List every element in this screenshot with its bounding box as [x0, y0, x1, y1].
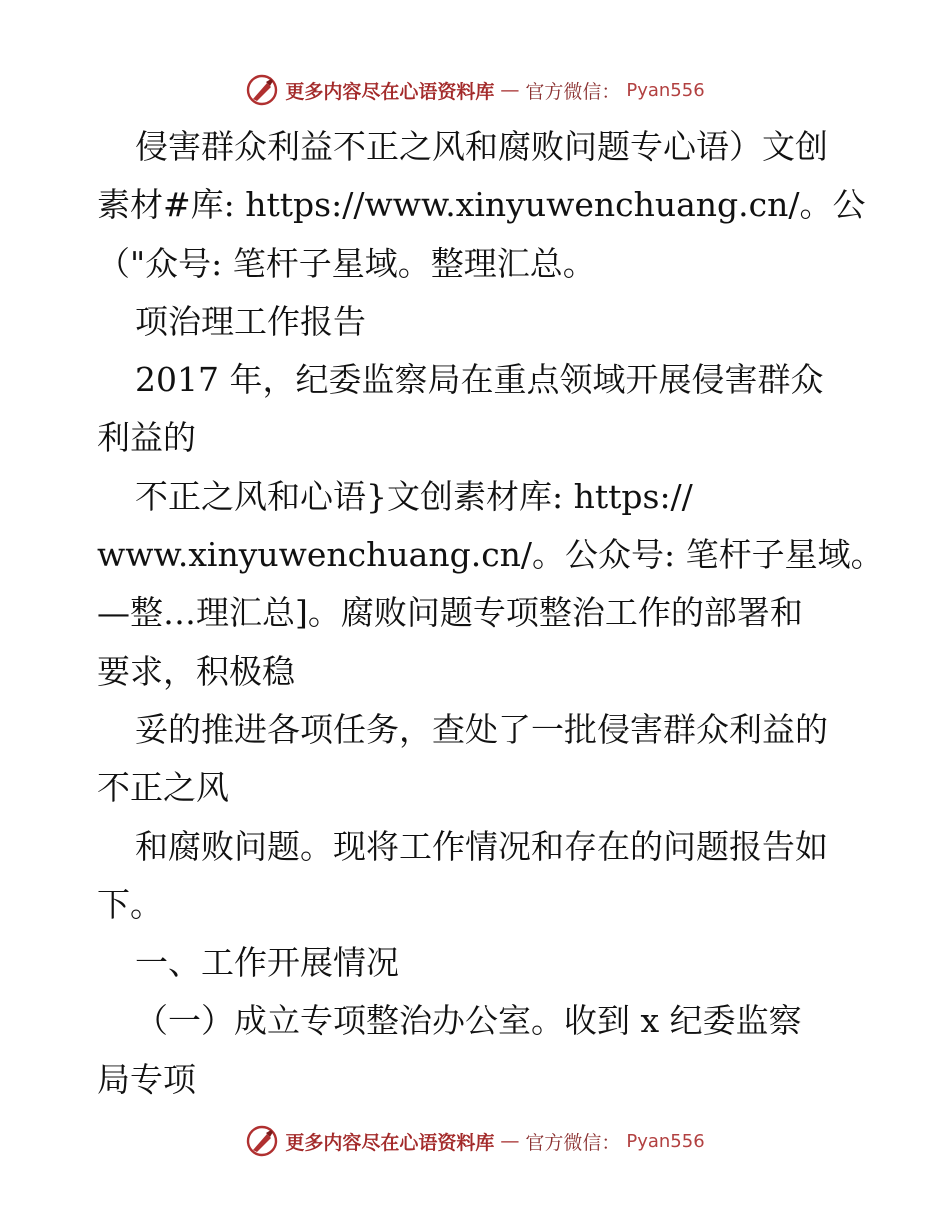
footer-watermark-banner — [0, 1121, 950, 1161]
body-line: 不正之风和心语}文创素材库: https:// — [135, 476, 693, 516]
pen-nib-logo-icon — [245, 1124, 279, 1158]
body-line: 利益的 — [97, 418, 196, 458]
body-line: 妥的推进各项任务，查处了一批侵害群众利益的 — [135, 709, 828, 749]
banner-official-label: 官方微信： — [525, 1131, 621, 1154]
body-line: www.xinyuwenchuang.cn/。公众号: 笔杆子星域。 — [97, 535, 884, 575]
banner-account-id: Pyan556 — [626, 79, 705, 101]
banner-brand-text: 更多内容尽在心语资料库 — [285, 1131, 495, 1154]
banner-separator: — — [500, 79, 520, 101]
banner-brand-text: 更多内容尽在心语资料库 — [285, 80, 495, 103]
body-line: 要求，积极稳 — [97, 651, 295, 691]
body-line: （"众号: 笔杆子星域。整理汇总。 — [97, 243, 596, 283]
section-heading: 一、工作开展情况 — [135, 943, 399, 983]
pen-nib-logo-icon — [245, 73, 279, 107]
body-line: 侵害群众利益不正之风和腐败问题专心语）文创 — [135, 127, 828, 166]
banner-account-id: Pyan556 — [626, 1130, 705, 1152]
body-line: —整…理汇总]。腐败问题专项整治工作的部署和 — [97, 593, 803, 633]
body-line: 下。 — [97, 884, 163, 924]
document-body — [97, 118, 884, 1109]
body-line: 项治理工作报告 — [135, 301, 366, 341]
banner-separator: — — [500, 1130, 520, 1152]
body-line: 局专项 — [97, 1059, 196, 1099]
body-line: 2017 年，纪委监察局在重点领域开展侵害群众 — [135, 360, 824, 400]
body-line: 和腐败问题。现将工作情况和存在的问题报告如 — [135, 826, 828, 866]
body-line: （一）成立专项整治办公室。收到 x 纪委监察 — [135, 1001, 802, 1041]
header-watermark-banner — [0, 70, 950, 110]
body-line: 素材#库: https://www.xinyuwenchuang.cn/。公 — [97, 185, 866, 225]
body-line: 不正之风 — [97, 768, 229, 808]
banner-official-label: 官方微信： — [525, 80, 621, 103]
